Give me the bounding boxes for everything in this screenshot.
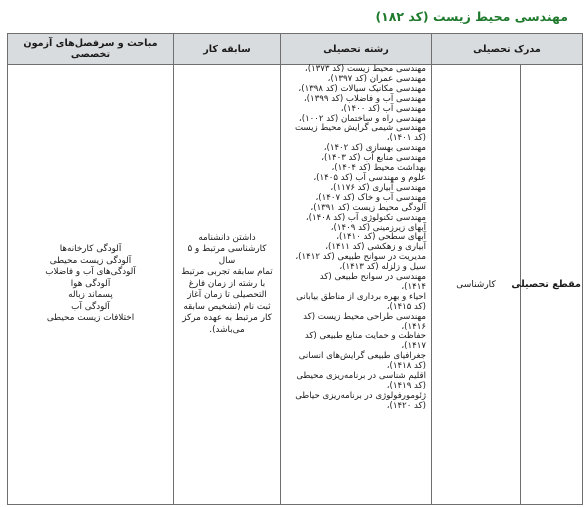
field-line: ۱۴۱۴)، bbox=[401, 281, 426, 292]
field-line: مهندسی طراحی محیط زیست (کد bbox=[303, 311, 426, 322]
table-row bbox=[8, 65, 583, 505]
field-line: مهندسی آب (کد ۱۴۰۰)، bbox=[340, 103, 426, 114]
field-line: مهندسی در سوانح طبیعی (کد bbox=[319, 272, 426, 283]
field-line: مهندسی شیمی گرایش محیط زیست bbox=[294, 123, 426, 134]
field-line: (کد ۱۴۱۹)، bbox=[386, 381, 426, 391]
field-line: سیل و زلزله (کد ۱۴۱۳)، bbox=[339, 262, 426, 273]
field-line: احیاء و بهره برداری از مناطق بیابانی bbox=[296, 291, 426, 302]
field-line: حفاظت و حمایت منابع طبیعی (کد bbox=[304, 331, 426, 342]
field-line: مهندسی آبیاری (کد ۱۱۷۶)، bbox=[330, 182, 426, 193]
field-line: مهندسی تکنولوژی آب (کد ۱۴۰۸)، bbox=[305, 212, 426, 223]
experience-line: کارشناسی مرتبط و ۵ سال bbox=[187, 244, 267, 266]
field-list-cell bbox=[281, 65, 432, 505]
document-title: مهندسی محیط زیست (کد ۱۸۲) bbox=[375, 9, 568, 24]
experience-line: با رشته از زمان فارغ bbox=[188, 278, 266, 289]
experience-line: کار مرتبط به عهده مرکز bbox=[182, 313, 272, 324]
field-line: (کد ۱۴۰۱)، bbox=[386, 133, 426, 144]
field-line: ۱۴۱۶)، bbox=[401, 321, 426, 332]
field-line: (کد ۱۴۱۵)، bbox=[386, 301, 426, 312]
field-line: مهندسی آب و فاضلاب (کد ۱۳۹۹)، bbox=[303, 93, 426, 104]
field-line: مهندسی آب و خاک (کد ۱۴۰۷)، bbox=[315, 192, 426, 203]
topic-line: پسماند زباله bbox=[68, 290, 113, 301]
field-line: مهندسی منابع آب (کد ۱۴۰۳)، bbox=[321, 153, 426, 164]
field-line: مهندسی عمران (کد ۱۳۹۷)، bbox=[327, 73, 426, 84]
header-topics: مباحث و سرفصل‌های آزمون تخصصی bbox=[8, 34, 174, 65]
field-line: آبهای زیرزمینی (کد ۱۴۰۹)، bbox=[330, 222, 426, 233]
field-line: اقلیم شناسی در برنامه‌ریزی محیطی bbox=[296, 371, 426, 382]
header-row bbox=[8, 34, 583, 65]
field-line: بهداشت محیط (کد ۱۴۰۴)، bbox=[331, 163, 426, 174]
requirements-table bbox=[7, 33, 583, 505]
header-degree: مدرک تحصیلی bbox=[432, 34, 583, 65]
field-line: (کد ۱۴۱۸)، bbox=[386, 361, 426, 372]
topic-line: آلودگی کارخانه‌ها bbox=[59, 243, 122, 254]
field-line: علوم و مهندسی آب (کد ۱۴۰۵)، bbox=[313, 172, 426, 183]
field-line: آبیاری و زهکشی (کد ۱۴۱۱)، bbox=[325, 242, 426, 253]
topic-line: آلودگی زیست محیطی bbox=[49, 255, 132, 266]
header-field: رشته تحصیلی bbox=[281, 34, 432, 65]
experience-line: ثبت نام (تشخیص سابقه bbox=[183, 301, 271, 312]
topic-line: اختلافات زیست محیطی bbox=[46, 313, 135, 324]
exam-topics-cell bbox=[8, 65, 174, 505]
header-experience: سابقه کار bbox=[174, 34, 281, 65]
field-line: آبهای سطحی (کد ۱۴۱۰)، bbox=[336, 232, 426, 243]
experience-line: التحصیلی تا زمان آغاز bbox=[187, 290, 267, 301]
field-line: مهندسی بهسازی (کد ۱۴۰۲)، bbox=[323, 143, 426, 154]
topic-line: آلودگی آب bbox=[71, 301, 110, 312]
experience-cell bbox=[174, 65, 281, 505]
field-line: آلودگی محیط زیست (کد ۱۳۹۱)، bbox=[310, 202, 426, 213]
field-line: مهندسی محیط زیست (کد ۱۳۷۳)، bbox=[304, 64, 426, 74]
topic-line: آلودگی هوا bbox=[70, 278, 111, 289]
experience-line: داشتن دانشنامه bbox=[198, 232, 256, 243]
field-line: ۱۴۱۷)، bbox=[401, 341, 426, 352]
field-line: ژئومورفولوژی در برنامه‌ریزی حیاطی bbox=[295, 390, 426, 401]
field-line: (کد ۱۴۲۰)، bbox=[386, 400, 426, 411]
field-line: مهندسی مکانیک سیالات (کد ۱۳۹۸)، bbox=[298, 83, 426, 94]
degree-level-cell: مقطع تحصیلی bbox=[521, 65, 583, 505]
experience-line: تمام سابقه تجربی مرتبط bbox=[181, 267, 273, 278]
field-line: جغرافیای طبیعی گرایش‌های انسانی bbox=[298, 351, 426, 362]
field-line: مهندسی راه و ساختمان (کد ۱۰۰۲)، bbox=[298, 113, 426, 124]
field-line: مدیریت در سوانح طبیعی (کد ۱۴۱۲)، bbox=[295, 252, 426, 263]
topic-line: آلودگی‌های آب و فاضلاب bbox=[45, 267, 136, 278]
degree-value-cell: کارشناسی bbox=[432, 65, 521, 505]
experience-line: می‌باشد). bbox=[209, 324, 245, 335]
